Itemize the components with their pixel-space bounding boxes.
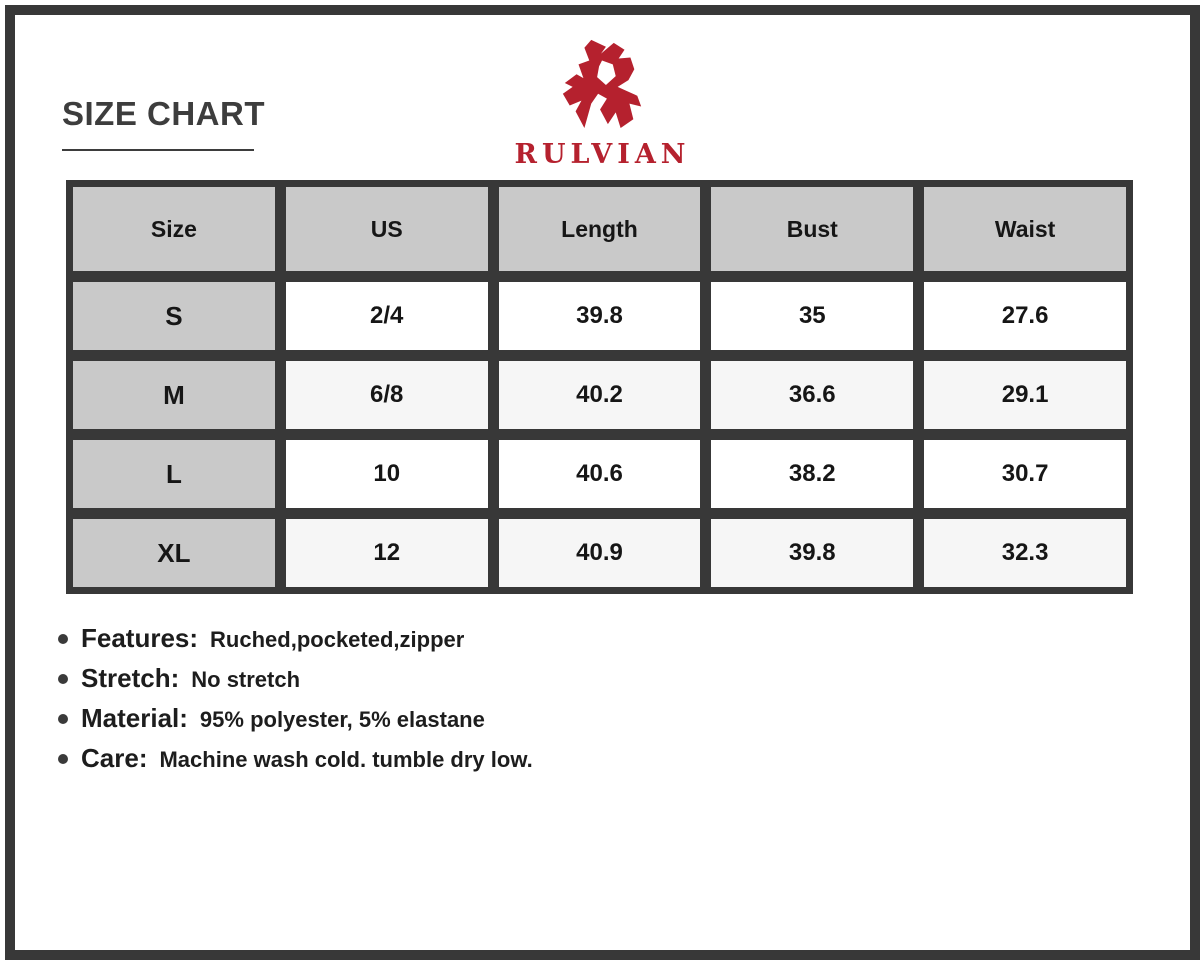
- detail-value: 95% polyester, 5% elastane: [199, 707, 485, 732]
- value-cell: 39.8: [711, 519, 913, 587]
- column-header-waist: Waist: [924, 187, 1126, 271]
- bullet-dot-icon: [58, 674, 68, 684]
- value-cell: 2/4: [286, 282, 488, 350]
- jagged-r-monogram-icon: [556, 37, 649, 130]
- detail-value: Machine wash cold. tumble dry low.: [159, 747, 533, 772]
- value-cell: 39.8: [499, 282, 701, 350]
- value-cell: 27.6: [924, 282, 1126, 350]
- value-cell: 40.6: [499, 440, 701, 508]
- detail-label: Features:: [81, 623, 199, 653]
- column-header-bust: Bust: [711, 187, 913, 271]
- value-cell: 6/8: [286, 361, 488, 429]
- value-cell: 10: [286, 440, 488, 508]
- column-header-length: Length: [499, 187, 701, 271]
- size-chart-table: [66, 180, 1133, 594]
- page-frame: [5, 5, 1200, 960]
- detail-item-features: [58, 623, 533, 663]
- bullet-dot-icon: [58, 754, 68, 764]
- column-header-size: Size: [73, 187, 275, 271]
- brand-logo: [15, 37, 1190, 170]
- size-cell-xl: XL: [73, 519, 275, 587]
- page-title: SIZE CHART: [62, 95, 265, 132]
- product-details-list: [58, 623, 533, 783]
- column-header-us: US: [286, 187, 488, 271]
- value-cell: 35: [711, 282, 913, 350]
- detail-label: Material:: [81, 703, 188, 733]
- detail-value: Ruched,pocketed,zipper: [210, 627, 465, 652]
- detail-label: Care:: [81, 743, 148, 773]
- value-cell: 12: [286, 519, 488, 587]
- value-cell: 38.2: [711, 440, 913, 508]
- size-cell-m: M: [73, 361, 275, 429]
- size-cell-l: L: [73, 440, 275, 508]
- detail-label: Stretch:: [81, 663, 180, 693]
- detail-item-stretch: [58, 663, 533, 703]
- detail-item-care: [58, 743, 533, 783]
- value-cell: 36.6: [711, 361, 913, 429]
- value-cell: 32.3: [924, 519, 1126, 587]
- detail-value: No stretch: [191, 667, 301, 692]
- brand-name: RULVIAN: [514, 139, 691, 170]
- value-cell: 40.2: [499, 361, 701, 429]
- bullet-dot-icon: [58, 714, 68, 724]
- value-cell: 40.9: [499, 519, 701, 587]
- value-cell: 29.1: [924, 361, 1126, 429]
- size-cell-s: S: [73, 282, 275, 350]
- value-cell: 30.7: [924, 440, 1126, 508]
- detail-item-material: [58, 703, 533, 743]
- bullet-dot-icon: [58, 634, 68, 644]
